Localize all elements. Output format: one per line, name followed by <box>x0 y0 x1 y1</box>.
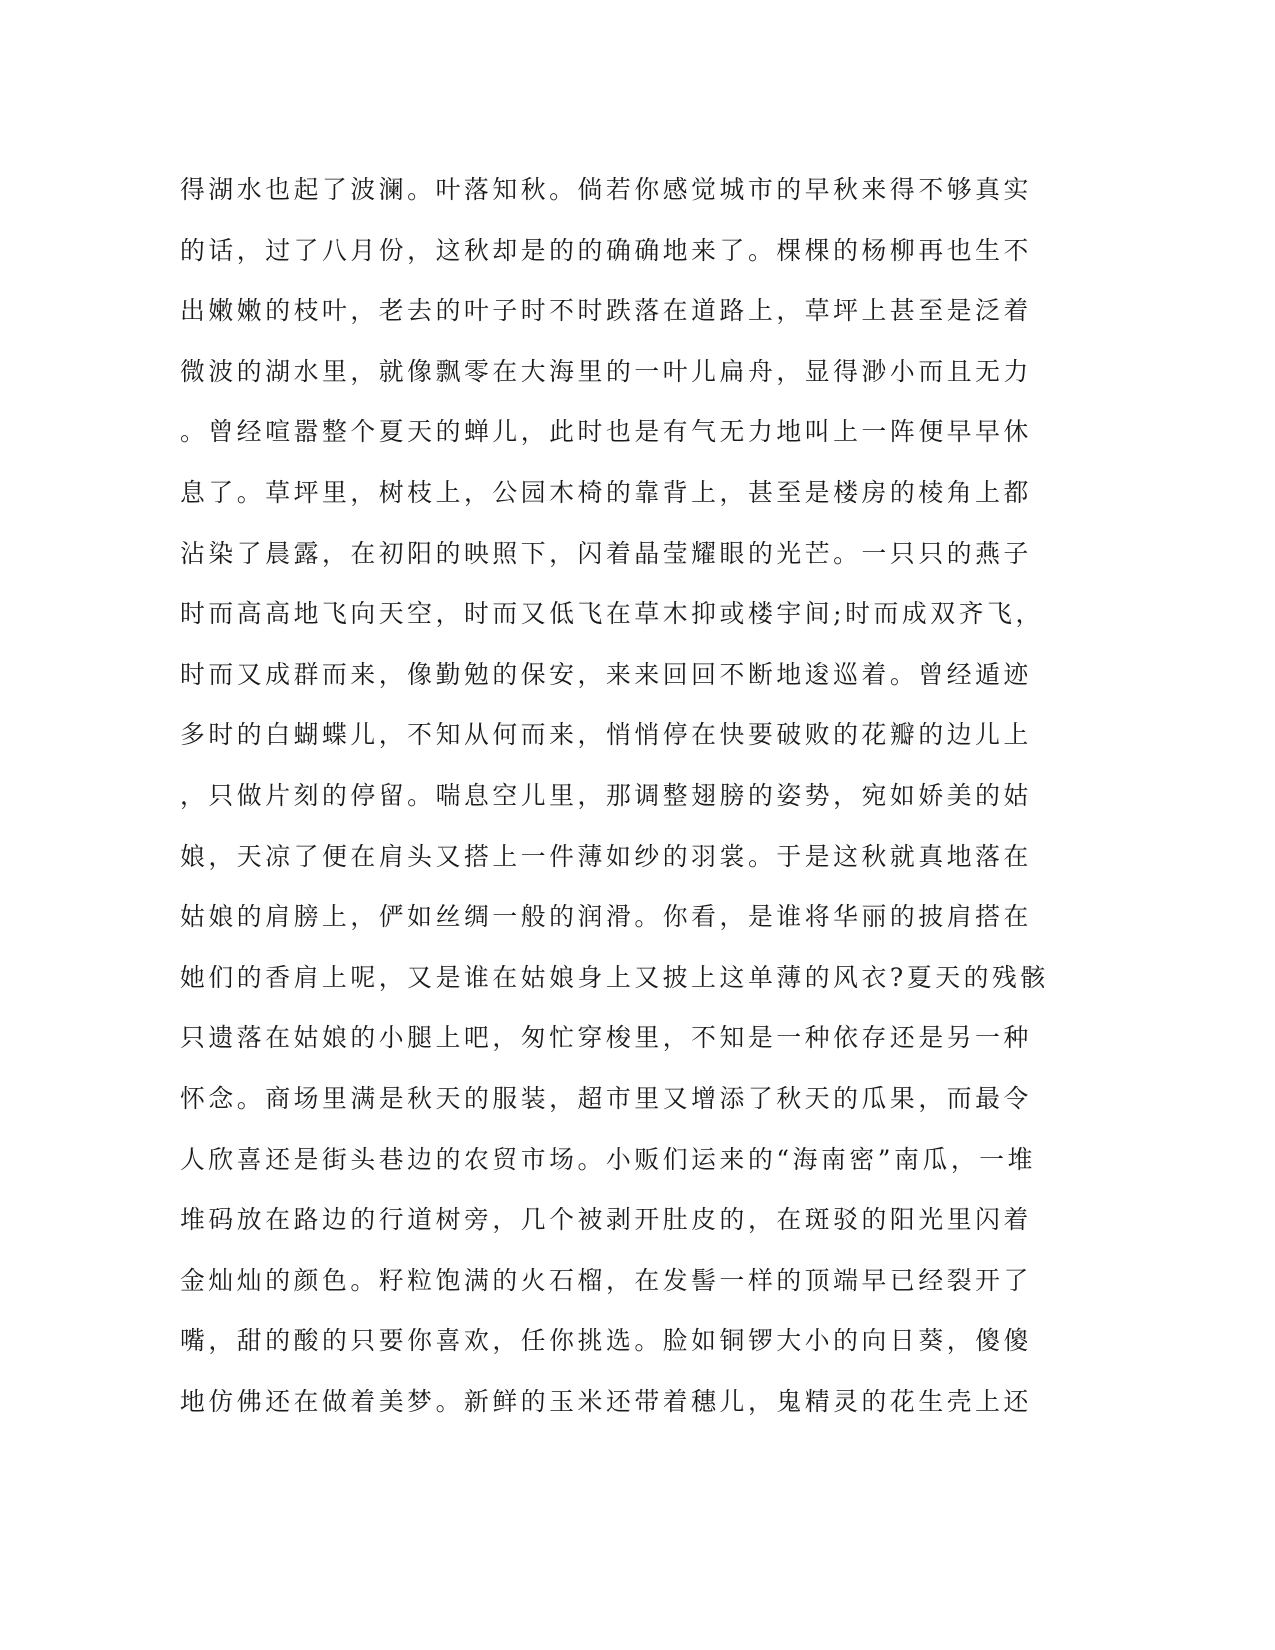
text-line: 。曾经喧嚣整个夏天的蝉儿，此时也是有气无力地叫上一阵便早早休 <box>180 417 1032 447</box>
text-line: 微波的湖水里，就像飘零在大海里的一叶儿扁舟，显得渺小而且无力 <box>180 356 1032 386</box>
text-line: 地仿佛还在做着美梦。新鲜的玉米还带着穗儿，鬼精灵的花生壳上还 <box>180 1386 1032 1416</box>
text-line: 人欣喜还是街头巷边的农贸市场。小贩们运来的“海南密”南瓜，一堆 <box>180 1144 1037 1174</box>
text-line: 怀念。商场里满是秋天的服装，超市里又增添了秋天的瓜果，而最令 <box>180 1083 1032 1113</box>
text-line: 的话，过了八月份，这秋却是的的确确地来了。棵棵的杨柳再也生不 <box>180 235 1032 265</box>
text-line: 息了。草坪里，树枝上，公园木椅的靠背上，甚至是楼房的棱角上都 <box>180 477 1032 507</box>
text-line: 时而又成群而来，像勤勉的保安，来来回回不断地逡巡着。曾经遁迹 <box>180 659 1032 689</box>
text-line: 出嫩嫩的枝叶，老去的叶子时不时跌落在道路上，草坪上甚至是泛着 <box>180 296 1032 326</box>
text-line: 堆码放在路边的行道树旁，几个被剥开肚皮的，在斑驳的阳光里闪着 <box>180 1205 1032 1235</box>
text-line: 她们的香肩上呢，又是谁在姑娘身上又披上这单薄的风衣?夏天的残骸 <box>180 962 1049 992</box>
text-line: 沾染了晨露，在初阳的映照下，闪着晶莹耀眼的光芒。一只只的燕子 <box>180 538 1032 568</box>
text-line: ，只做片刻的停留。喘息空儿里，那调整翅膀的姿势，宛如娇美的姑 <box>180 780 1032 810</box>
text-line: 只遗落在姑娘的小腿上吧，匆忙穿梭里，不知是一种依存还是另一种 <box>180 1023 1032 1053</box>
text-line: 金灿灿的颜色。籽粒饱满的火石榴，在发髻一样的顶端早已经裂开了 <box>180 1265 1032 1295</box>
text-line: 多时的白蝴蝶儿，不知从何而来，悄悄停在快要破败的花瓣的边儿上 <box>180 720 1032 750</box>
text-line: 娘，天凉了便在肩头又搭上一件薄如纱的羽裳。于是这秋就真地落在 <box>180 841 1032 871</box>
text-line: 得湖水也起了波澜。叶落知秋。倘若你感觉城市的早秋来得不够真实 <box>180 175 1032 204</box>
text-line: 嘴，甜的酸的只要你喜欢，任你挑选。脸如铜锣大小的向日葵，傻傻 <box>180 1326 1032 1356</box>
text-line: 时而高高地飞向天空，时而又低飞在草木抑或楼宇间;时而成双齐飞， <box>180 599 1044 629</box>
body-text <box>180 160 1049 1432</box>
text-line: 姑娘的肩膀上，俨如丝绸一般的润滑。你看，是谁将华丽的披肩搭在 <box>180 902 1032 932</box>
